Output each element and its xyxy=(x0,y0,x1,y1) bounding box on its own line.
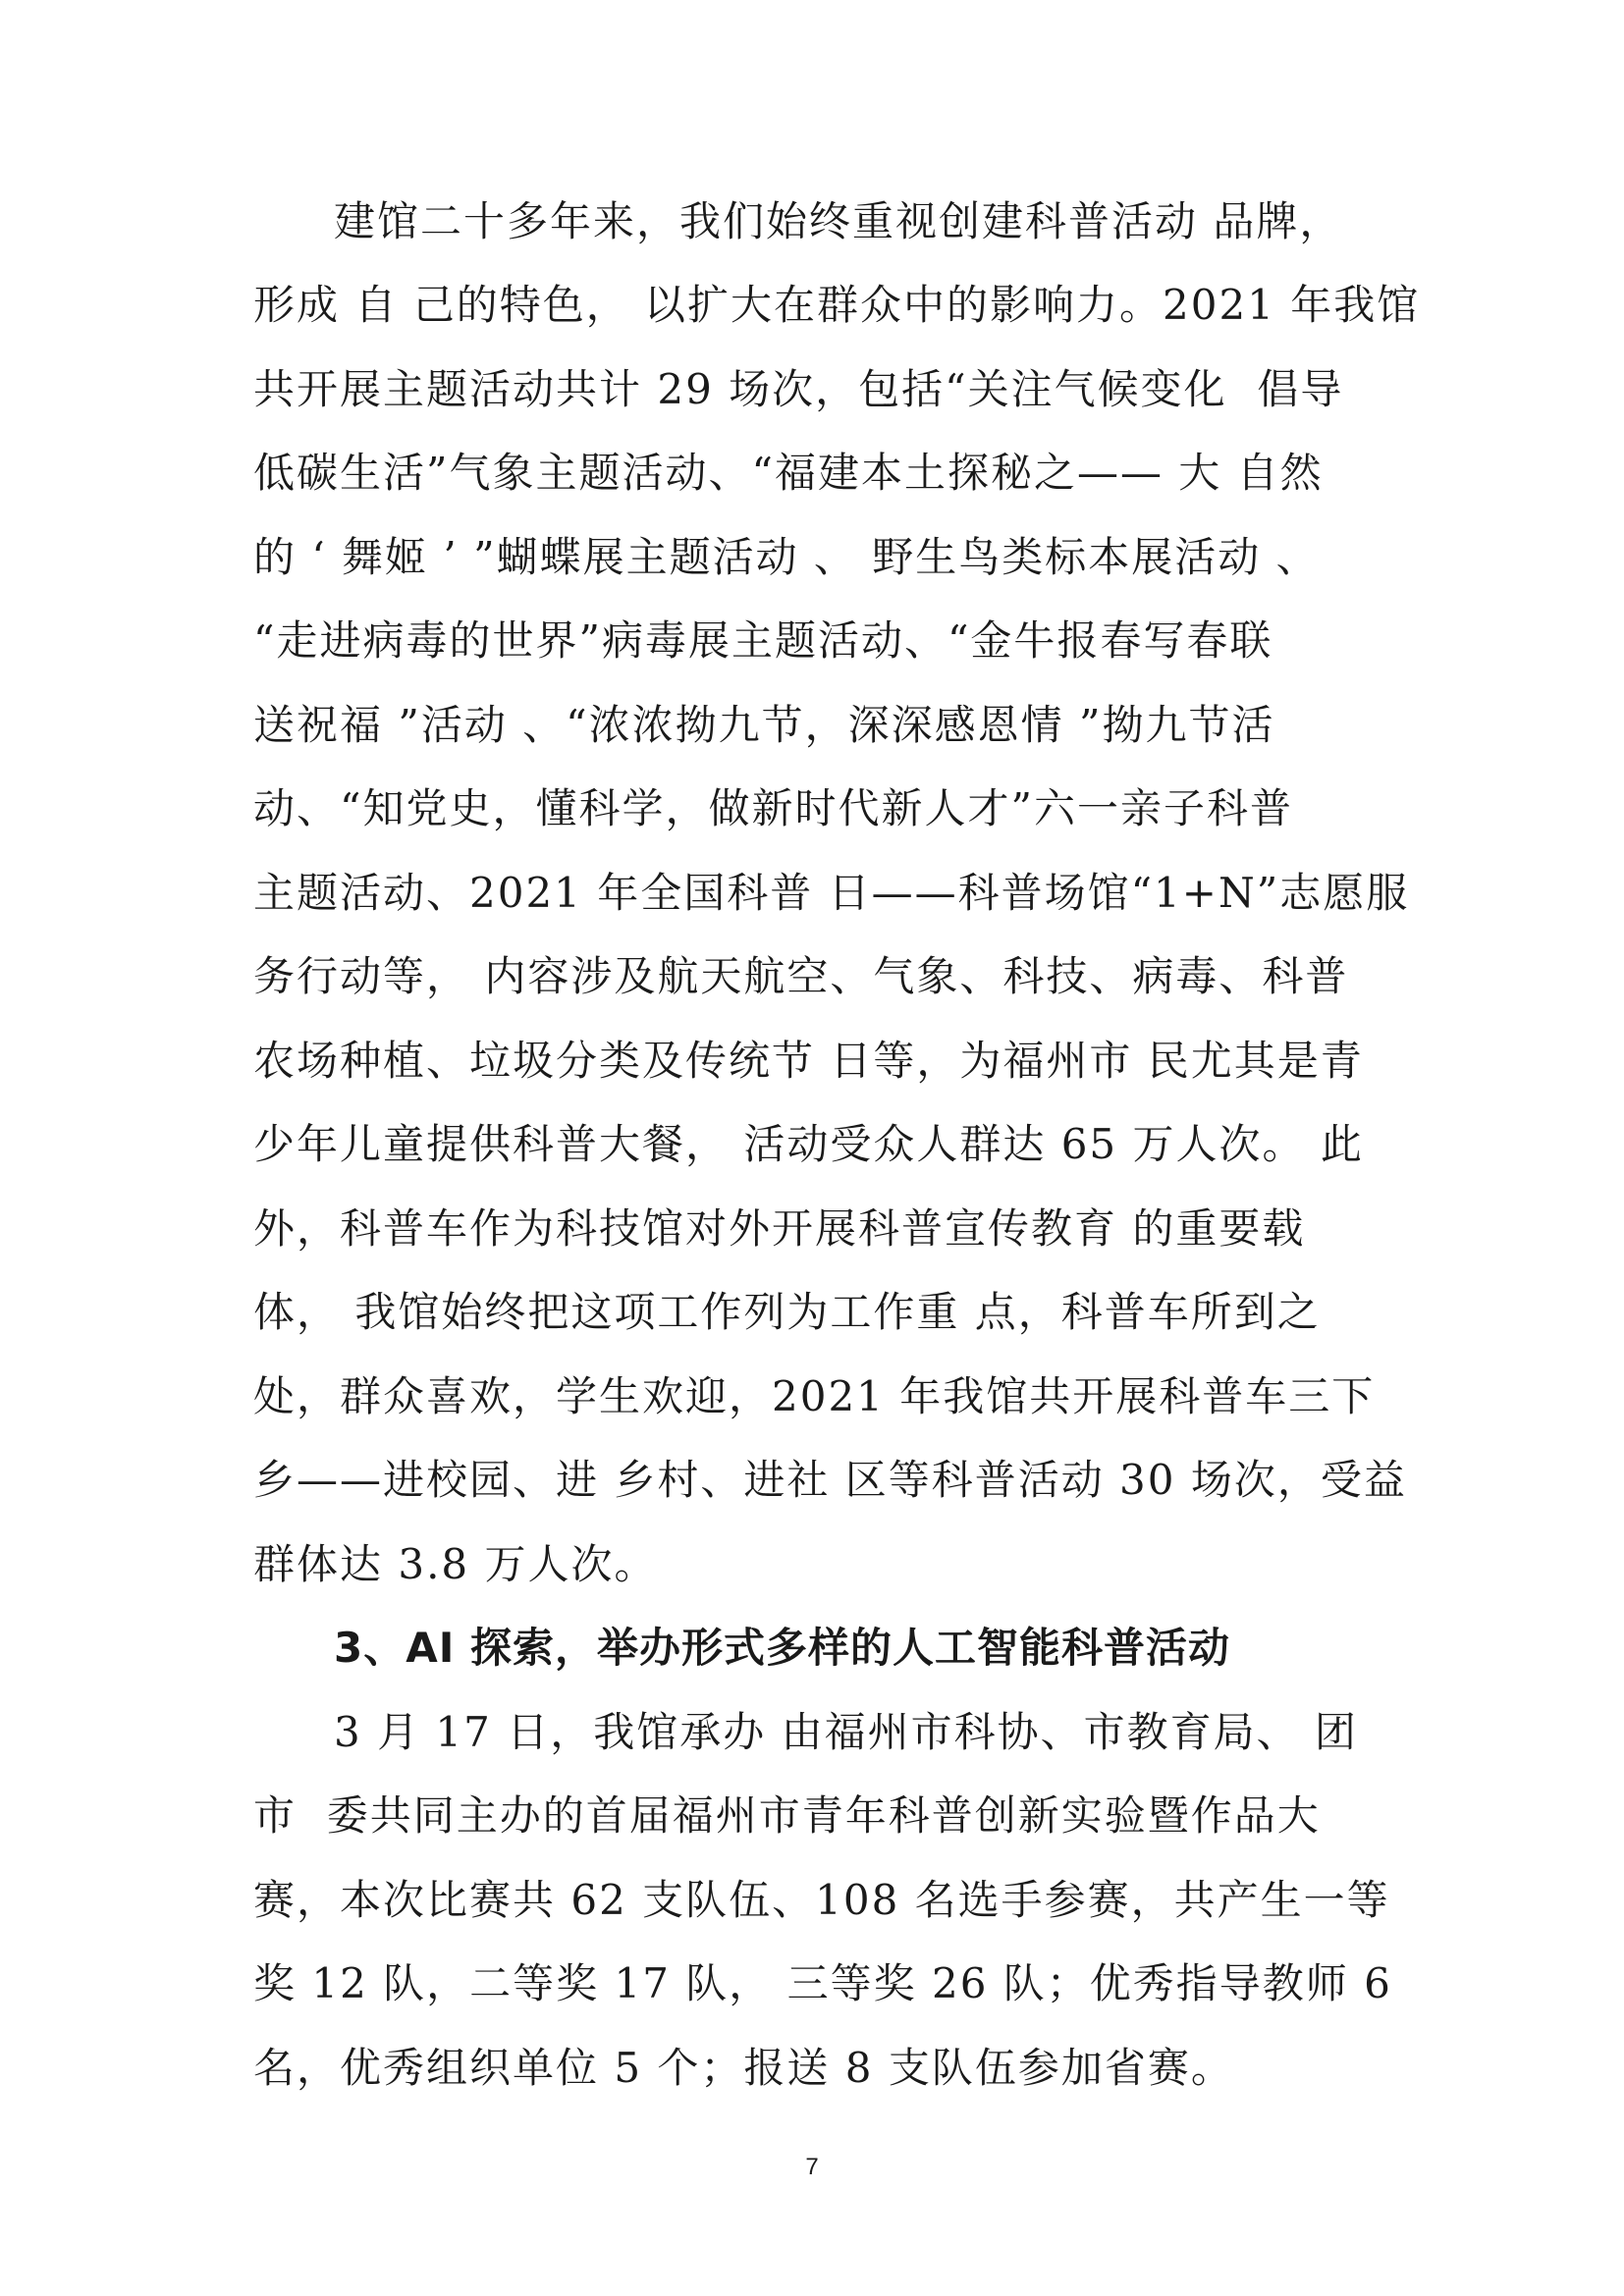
paragraph-1-line-9: 主题活动、2021 年全国科普 日——科普场馆“1+N”志愿服 xyxy=(253,869,1410,917)
paragraph-1-line-11: 农场种植、垃圾分类及传统节 日等，为福州市 民尤其是青 xyxy=(253,1037,1364,1085)
paragraph-1-line-10: 务行动等， 内容涉及航天航空、气象、科技、病毒、科普 xyxy=(253,952,1349,1000)
paragraph-1-line-1: 建馆二十多年来，我们始终重视创建科普活动 品牌， xyxy=(334,197,1343,245)
paragraph-2-line-2: 市 委共同主办的首届福州市青年科普创新实验暨作品大 xyxy=(253,1791,1321,1840)
paragraph-1-line-13: 外，科普车作为科技馆对外开展科普宣传教育 的重要载 xyxy=(253,1204,1306,1253)
section-heading: 3、AI 探索，举办形式多样的人工智能科普活动 xyxy=(334,1624,1230,1672)
paragraph-1-line-14: 体， 我馆始终把这项工作列为工作重 点，科普车所到之 xyxy=(253,1288,1321,1336)
paragraph-1-line-5: 的 ‘ 舞姬 ’ ”蝴蝶展主题活动 、 野生鸟类标本展活动 、 xyxy=(253,533,1320,581)
paragraph-1-line-3: 共开展主题活动共计 29 场次，包括“关注气候变化 倡导 xyxy=(253,365,1344,413)
paragraph-1-line-17: 群体达 3.8 万人次。 xyxy=(253,1540,658,1588)
paragraph-2-line-3: 赛，本次比赛共 62 支队伍、108 名选手参赛，共产生一等 xyxy=(253,1876,1390,1924)
paragraph-1-line-4: 低碳生活”气象主题活动、“福建本土探秘之—— 大 自然 xyxy=(253,449,1324,497)
paragraph-2-line-4: 奖 12 队，二等奖 17 队， 三等奖 26 队；优秀指导教师 6 xyxy=(253,1959,1392,2007)
page-number: 7 xyxy=(805,2154,819,2180)
paragraph-1-line-7: 送祝福 ”活动 、“浓浓拗九节，深深感恩情 ”拗九节活 xyxy=(253,701,1275,749)
paragraph-1-line-12: 少年儿童提供科普大餐， 活动受众人群达 65 万人次。 此 xyxy=(253,1120,1364,1168)
paragraph-2-line-1: 3 月 17 日，我馆承办 由福州市科协、市教育局、 团 xyxy=(334,1708,1358,1756)
paragraph-1-line-8: 动、“知党史，懂科学，做新时代新人才”六一亲子科普 xyxy=(253,784,1293,832)
paragraph-2-line-5: 名，优秀组织单位 5 个；报送 8 支队伍参加省赛。 xyxy=(253,2044,1234,2092)
paragraph-1-line-15: 处，群众喜欢，学生欢迎，2021 年我馆共开展科普车三下 xyxy=(253,1372,1376,1420)
paragraph-1-line-16: 乡——进校园、进 乡村、进社 区等科普活动 30 场次，受益 xyxy=(253,1456,1407,1504)
paragraph-1-line-2: 形成 自 己的特色， 以扩大在群众中的影响力。2021 年我馆 xyxy=(253,281,1421,329)
paragraph-1-line-6: “走进病毒的世界”病毒展主题活动、“金牛报春写春联 xyxy=(253,616,1273,665)
